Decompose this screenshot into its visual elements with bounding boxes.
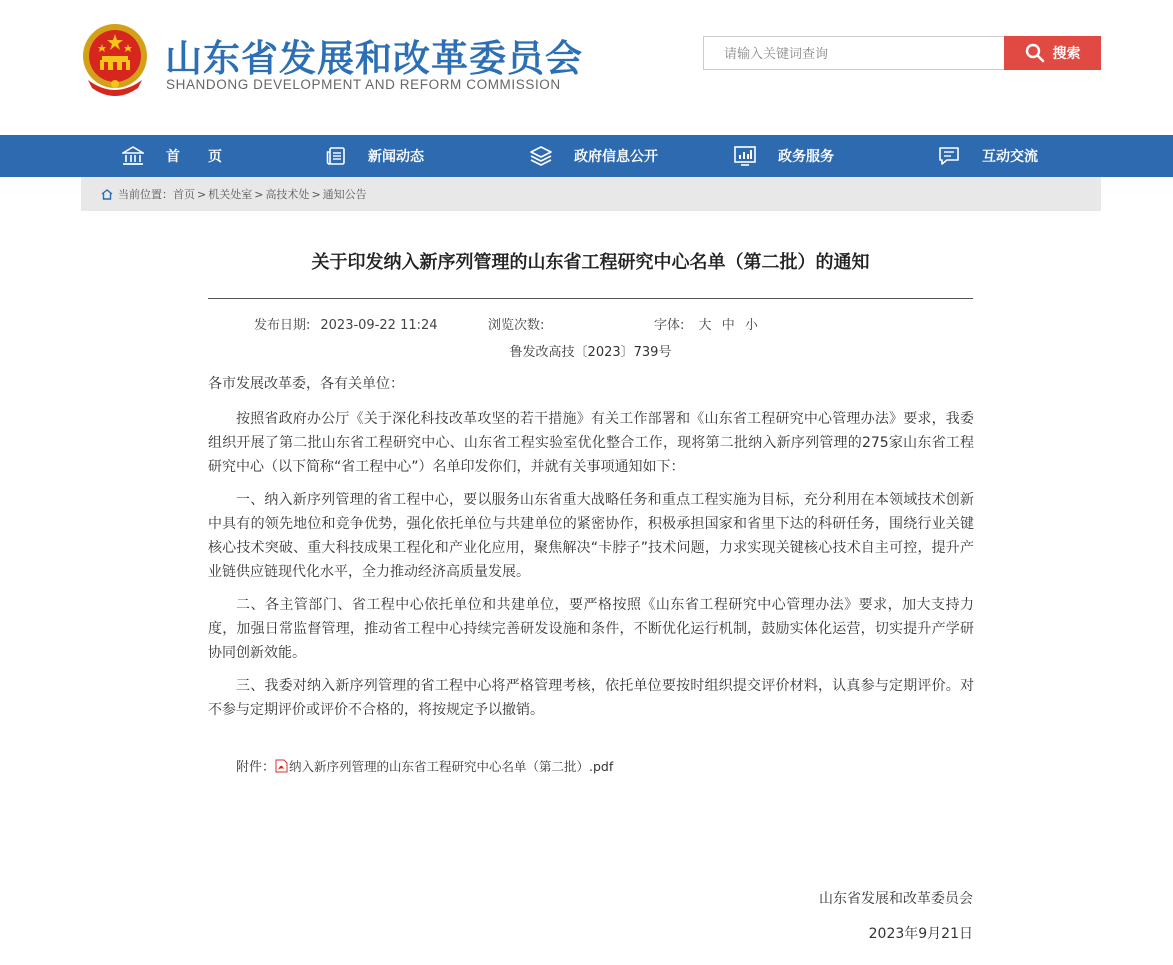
breadcrumb-separator: > [197,187,207,201]
home-icon [122,146,144,166]
font-size-medium[interactable]: 中 [721,318,735,333]
attachment-label: 附件： [236,760,276,775]
breadcrumb-prefix: 当前位置： [118,188,173,201]
publish-date-label: 发布日期: [254,318,311,333]
breadcrumb-separator: > [311,187,321,201]
breadcrumb-link-home[interactable]: 首页 [173,188,195,201]
search-button-label: 搜索 [1052,46,1081,62]
paragraph: 一、纳入新序列管理的省工程中心，要以服务山东省重大战略任务和重点工程实施为目标，充分利用在本领域技术创新中具有的领先地位和竞争优势，强化依托单位与共建单位的紧密协作，积极承担国家和省里下达的科研任务，围绕行业关键核心技术突破、重大科技成果工程化和产业化应用，聚焦解决“卡脖子”技术问题，力求实现关键核心技术自主可控，提升产业链供应链现代化水平，全力推动经济高质量发展。 [208,492,974,580]
nav-label-interaction: 互动交流 [982,149,1038,165]
attachment [236,756,613,775]
greeting: 各市发展改革委，各有关单位： [208,376,404,392]
pdf-icon [275,759,288,773]
document-number: 鲁发改高技〔2023〕739号 [509,345,672,360]
chart-icon [734,146,756,166]
national-emblem-icon [80,22,150,96]
breadcrumb [81,177,1101,211]
font-size-small[interactable]: 小 [744,318,758,333]
home-icon [101,189,113,200]
font-size-label: 字体: [654,318,685,333]
nav-label-home: 首页 [166,149,250,165]
layers-icon [530,146,552,166]
title-divider [208,298,973,299]
publish-date-value: 2023-09-22 11:24 [320,318,438,333]
signature-date: 2023年9月21日 [868,926,973,942]
article-body [208,372,974,722]
news-icon [326,146,346,166]
site-subtitle: SHANDONG DEVELOPMENT AND REFORM COMMISSION [166,77,561,92]
search-icon [1025,43,1045,63]
article-title: 关于印发纳入新序列管理的山东省工程研究中心名单（第二批）的通知 [311,252,870,273]
view-count-label: 浏览次数: [488,318,545,333]
nav-item-gov-info[interactable] [530,135,658,177]
nav-item-home[interactable] [122,135,250,177]
site-title: 山东省发展和改革委员会 [165,37,583,80]
attachment-link[interactable]: 纳入新序列管理的山东省工程研究中心名单（第二批）.pdf [289,758,614,774]
paragraph: 三、我委对纳入新序列管理的省工程中心将严格管理考核，依托单位要按时组织提交评价材料，认真参与定期评价。对不参与定期评价或评价不合格的，将按规定予以撤销。 [208,678,974,718]
font-size-large[interactable]: 大 [698,318,712,333]
site-header [0,0,1173,135]
nav-item-interaction[interactable] [938,135,1038,177]
paragraph: 二、各主管部门、省工程中心依托单位和共建单位，要严格按照《山东省工程研究中心管理办法》要求，加大支持力度，加强日常监督管理，推动省工程中心持续完善研发设施和条件，不断优化运行机制，鼓励实体化运营，切实提升产学研协同创新效能。 [208,597,974,661]
breadcrumb-link-offices[interactable]: 机关处室 [208,188,253,201]
chat-icon [938,146,960,166]
nav-label-news: 新闻动态 [368,149,424,165]
breadcrumb-link-hightech[interactable]: 高技术处 [265,188,310,201]
signature-organization: 山东省发展和改革委员会 [819,891,973,907]
nav-item-services[interactable] [734,135,834,177]
search-input[interactable] [703,36,1005,70]
view-count [488,314,554,333]
font-size-switcher [654,314,758,333]
breadcrumb-separator: > [254,187,264,201]
paragraph: 按照省政府办公厅《关于深化科技改革攻坚的若干措施》有关工作部署和《山东省工程研究中心管理办法》要求，我委组织开展了第二批山东省工程研究中心、山东省工程实验室优化整合工作，现将第二批纳入新序列管理的275家山东省工程研究中心（以下简称“省工程中心”）名单印发你们，并就有关事项通知如下： [208,411,974,475]
nav-label-services: 政务服务 [778,149,834,165]
search-button[interactable] [1004,36,1101,70]
main-nav [0,135,1173,177]
breadcrumb-link-notices[interactable]: 通知公告 [322,188,367,201]
nav-label-gov-info: 政府信息公开 [574,149,658,165]
nav-item-news[interactable] [326,135,424,177]
publish-date [254,314,438,333]
